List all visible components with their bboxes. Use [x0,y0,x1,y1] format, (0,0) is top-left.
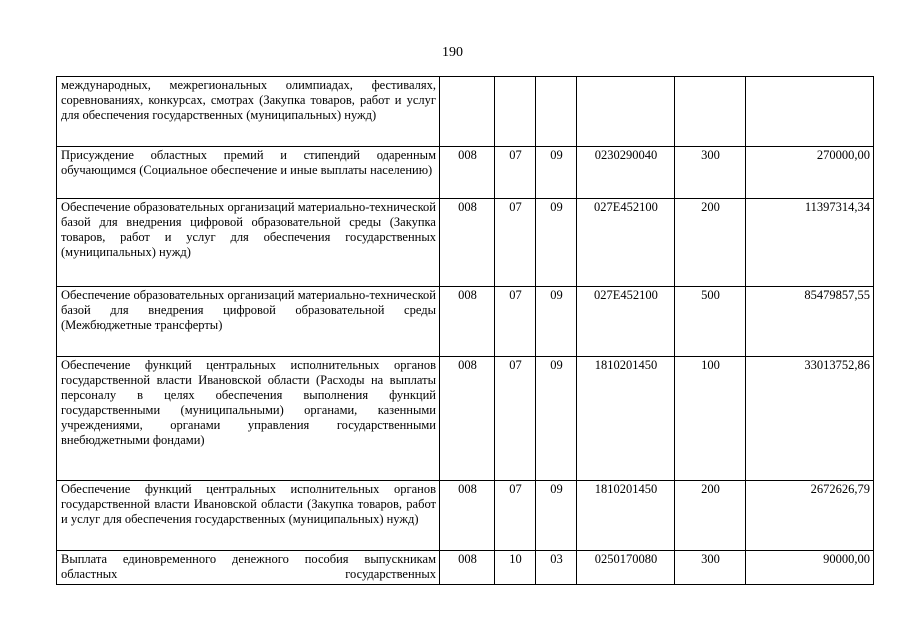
table-row [57,481,874,551]
row-target-article: 1810201450 [577,357,675,481]
table-row [57,199,874,287]
row-subsection-code: 03 [536,551,577,585]
row-section-code: 07 [495,357,536,481]
row-section-code: 10 [495,551,536,585]
budget-table [56,76,874,585]
row-section-code: 07 [495,481,536,551]
row-amount: 85479857,55 [746,287,874,357]
row-expense-type: 100 [675,357,746,481]
row-expense-type [675,77,746,147]
row-description: Обеспечение функций центральных исполнительных органов государственной власти Ивановской области (Расходы на выплаты персоналу в целях обеспечения выполнения функций государственными (муниципальными) органами, казенными учреждениями, органами управления государственными внебюджетными фондами) [57,357,440,481]
row-target-article: 1810201450 [577,481,675,551]
row-section-code: 07 [495,147,536,199]
row-amount: 33013752,86 [746,357,874,481]
row-target-article: 027E452100 [577,287,675,357]
row-grbs-code: 008 [440,287,495,357]
row-grbs-code: 008 [440,199,495,287]
row-description: Обеспечение функций центральных исполнительных органов государственной власти Ивановской области (Закупка товаров, работ и услуг для обеспечения государственных (муниципальных) нужд) [57,481,440,551]
row-subsection-code: 09 [536,199,577,287]
row-description: Обеспечение образовательных организаций материально-технической базой для внедрения цифровой образовательной среды (Межбюджетные трансферты) [57,287,440,357]
row-subsection-code: 09 [536,147,577,199]
row-target-article: 0250170080 [577,551,675,585]
row-amount: 11397314,34 [746,199,874,287]
row-amount: 2672626,79 [746,481,874,551]
row-subsection-code: 09 [536,287,577,357]
row-description: Обеспечение образовательных организаций материально-технической базой для внедрения цифровой образовательной среды (Закупка товаров, работ и услуг для обеспечения государственных (муниципальных) нужд) [57,199,440,287]
row-target-article [577,77,675,147]
row-subsection-code: 09 [536,481,577,551]
row-expense-type: 300 [675,551,746,585]
row-description: международных, межрегиональных олимпиадах, фестивалях, соревнованиях, конкурсах, смотрах (Закупка товаров, работ и услуг для обеспечения государственных (муниципальных) нужд) [57,77,440,147]
row-grbs-code: 008 [440,357,495,481]
row-grbs-code: 008 [440,481,495,551]
row-amount: 90000,00 [746,551,874,585]
row-expense-type: 200 [675,481,746,551]
row-target-article: 0230290040 [577,147,675,199]
row-amount: 270000,00 [746,147,874,199]
row-section-code: 07 [495,287,536,357]
row-grbs-code: 008 [440,551,495,585]
row-target-article: 027E452100 [577,199,675,287]
table-row [57,357,874,481]
row-expense-type: 300 [675,147,746,199]
table-row [57,551,874,585]
page-number: 190 [442,45,463,60]
row-subsection-code: 09 [536,357,577,481]
row-expense-type: 200 [675,199,746,287]
row-grbs-code [440,77,495,147]
row-grbs-code: 008 [440,147,495,199]
row-expense-type: 500 [675,287,746,357]
table-row [57,287,874,357]
row-description: Выплата единовременного денежного пособия выпускникам областных государственных [57,551,440,585]
row-description: Присуждение областных премий и стипендий одаренным обучающимся (Социальное обеспечение и иные выплаты населению) [57,147,440,199]
table-row [57,77,874,147]
table-row [57,147,874,199]
row-section-code: 07 [495,199,536,287]
row-subsection-code [536,77,577,147]
row-amount [746,77,874,147]
row-section-code [495,77,536,147]
